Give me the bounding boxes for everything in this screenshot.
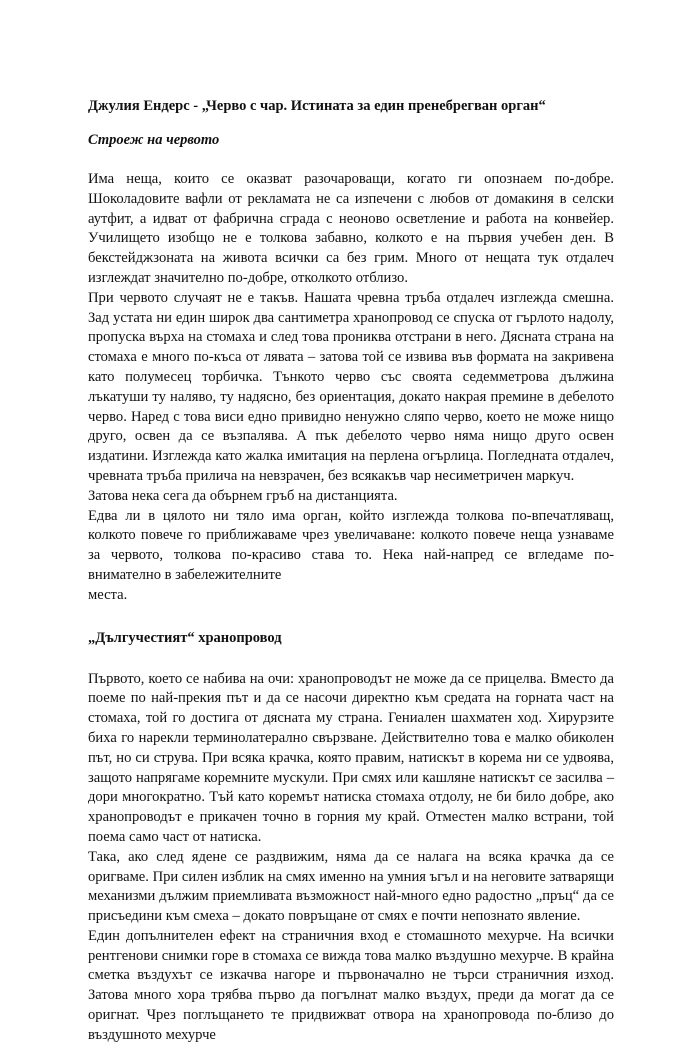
paragraph: Затова нека сега да обърнем гръб на дистанцията. bbox=[88, 487, 398, 504]
paragraph: Един допълнителен ефект на страничния вход е стомашното мехурче. На всички рентгенови снимки горе в стомаха се вижда това малко въздушно мехурче. В крайна сметка въздухът се изкачва нагоре и първоначално не търси страничния изход. Затова много хора трябва първо да погълнат малко въздух, преди да могат да се оригнат. Чрез поглъщането те придвижват отвора на хранопровода по-близо до въздушното мехурче bbox=[88, 927, 614, 1043]
section-structure bbox=[88, 130, 614, 606]
paragraph: Така, ако след ядене се раздвижим, няма да се налага на всяка крачка да се оригваме. При силен изблик на смях именно на умния ъгъл и на неговите затварящи механизми дължим приемливата възможност най-много едно радостно „пръц“ да се присъедини към смеха – докато повръщане от смях е почти непознато явление. bbox=[88, 848, 614, 925]
section-esophagus bbox=[88, 628, 614, 1046]
paragraph: Едва ли в цялото ни тяло има орган, който изглежда толкова по-впечатляващ, колкото повече го приближаваме чрез увеличаване: колкото повече неща узнаваме за червото, толкова по-красиво става то. Нека най-напред се вгледаме по-внимателно в забележителните bbox=[88, 507, 614, 583]
paragraph: Има неща, които се оказват разочароващи, когато ги опознаем по-добре. Шоколадовите вафли от рекламата не са изпечени с любов от домакиня в селски аутфит, а идват от фабрична сграда с неоново осветление и работа на конвейер. Училището изобщо не е толкова забавно, колкото е на първия учебен ден. В бекстейджзоната на живота всички са без грим. Много от нещата тук отдалеч изглеждат значително по-добре, отколкото отблизо. bbox=[88, 171, 614, 286]
paragraph: места. bbox=[88, 586, 128, 603]
paragraph: При червото случаят не е такъв. Нашата чревна тръба отдалеч изглежда смешна. Зад устата ни един широк два сантиметра хранопровод се спуска от гърлото надолу, пропуска върха на стомаха и след това прониква отстрани в него. Дясната страна на стомаха е много по-къса от лявата – затова той се извива във формата на закривена като полумесец торбичка. Тънкото черво със своята седемметрова дължина лъкатуши ту наляво, ту надясно, без ориентация, докато накрая премине в дебелото черво. Наред с това виси едно привидно ненужно сляпо черво, което не може нищо друго, освен да се възпалява. А пък дебелото черво няма нищо друго освен издатини. Изглежда като жалка имитация на перлена огърлица. Погледната отдалеч, чревната тръба прилича на невзрачен, без всякакъв чар несиметричен маркуч. bbox=[88, 289, 614, 484]
section-heading: „Дългучестият“ хранопровод bbox=[88, 629, 282, 646]
document-title: Джулия Ендерс - „Черво с чар. Истината за един пренебрегван орган“ bbox=[88, 98, 546, 114]
paragraph: Първото, което се набива на очи: хранопроводът не може да се прицелва. Вместо да поеме по най-прекия път и да се насочи директно към средата на горната част на стомаха, той го достига от дясната му страна. Гениален шахматен ход. Хирурзите биха го нарекли терминолатерално свързване. Действително това е малко обиколен път, но си струва. При всяка крачка, която правим, натискът в корема ни се удвоява, защото напрягаме коремните мускули. При смях или кашляне натискът се засилва – дори многократно. Тъй като коремът натиска стомаха отдолу, не би било добре, ако хранопроводът е прикачен точно в горния му край. Отместен малко встрани, той поема само част от натиска. bbox=[88, 670, 614, 845]
document-page bbox=[88, 96, 614, 1046]
section-heading: Строеж на червото bbox=[88, 132, 220, 148]
